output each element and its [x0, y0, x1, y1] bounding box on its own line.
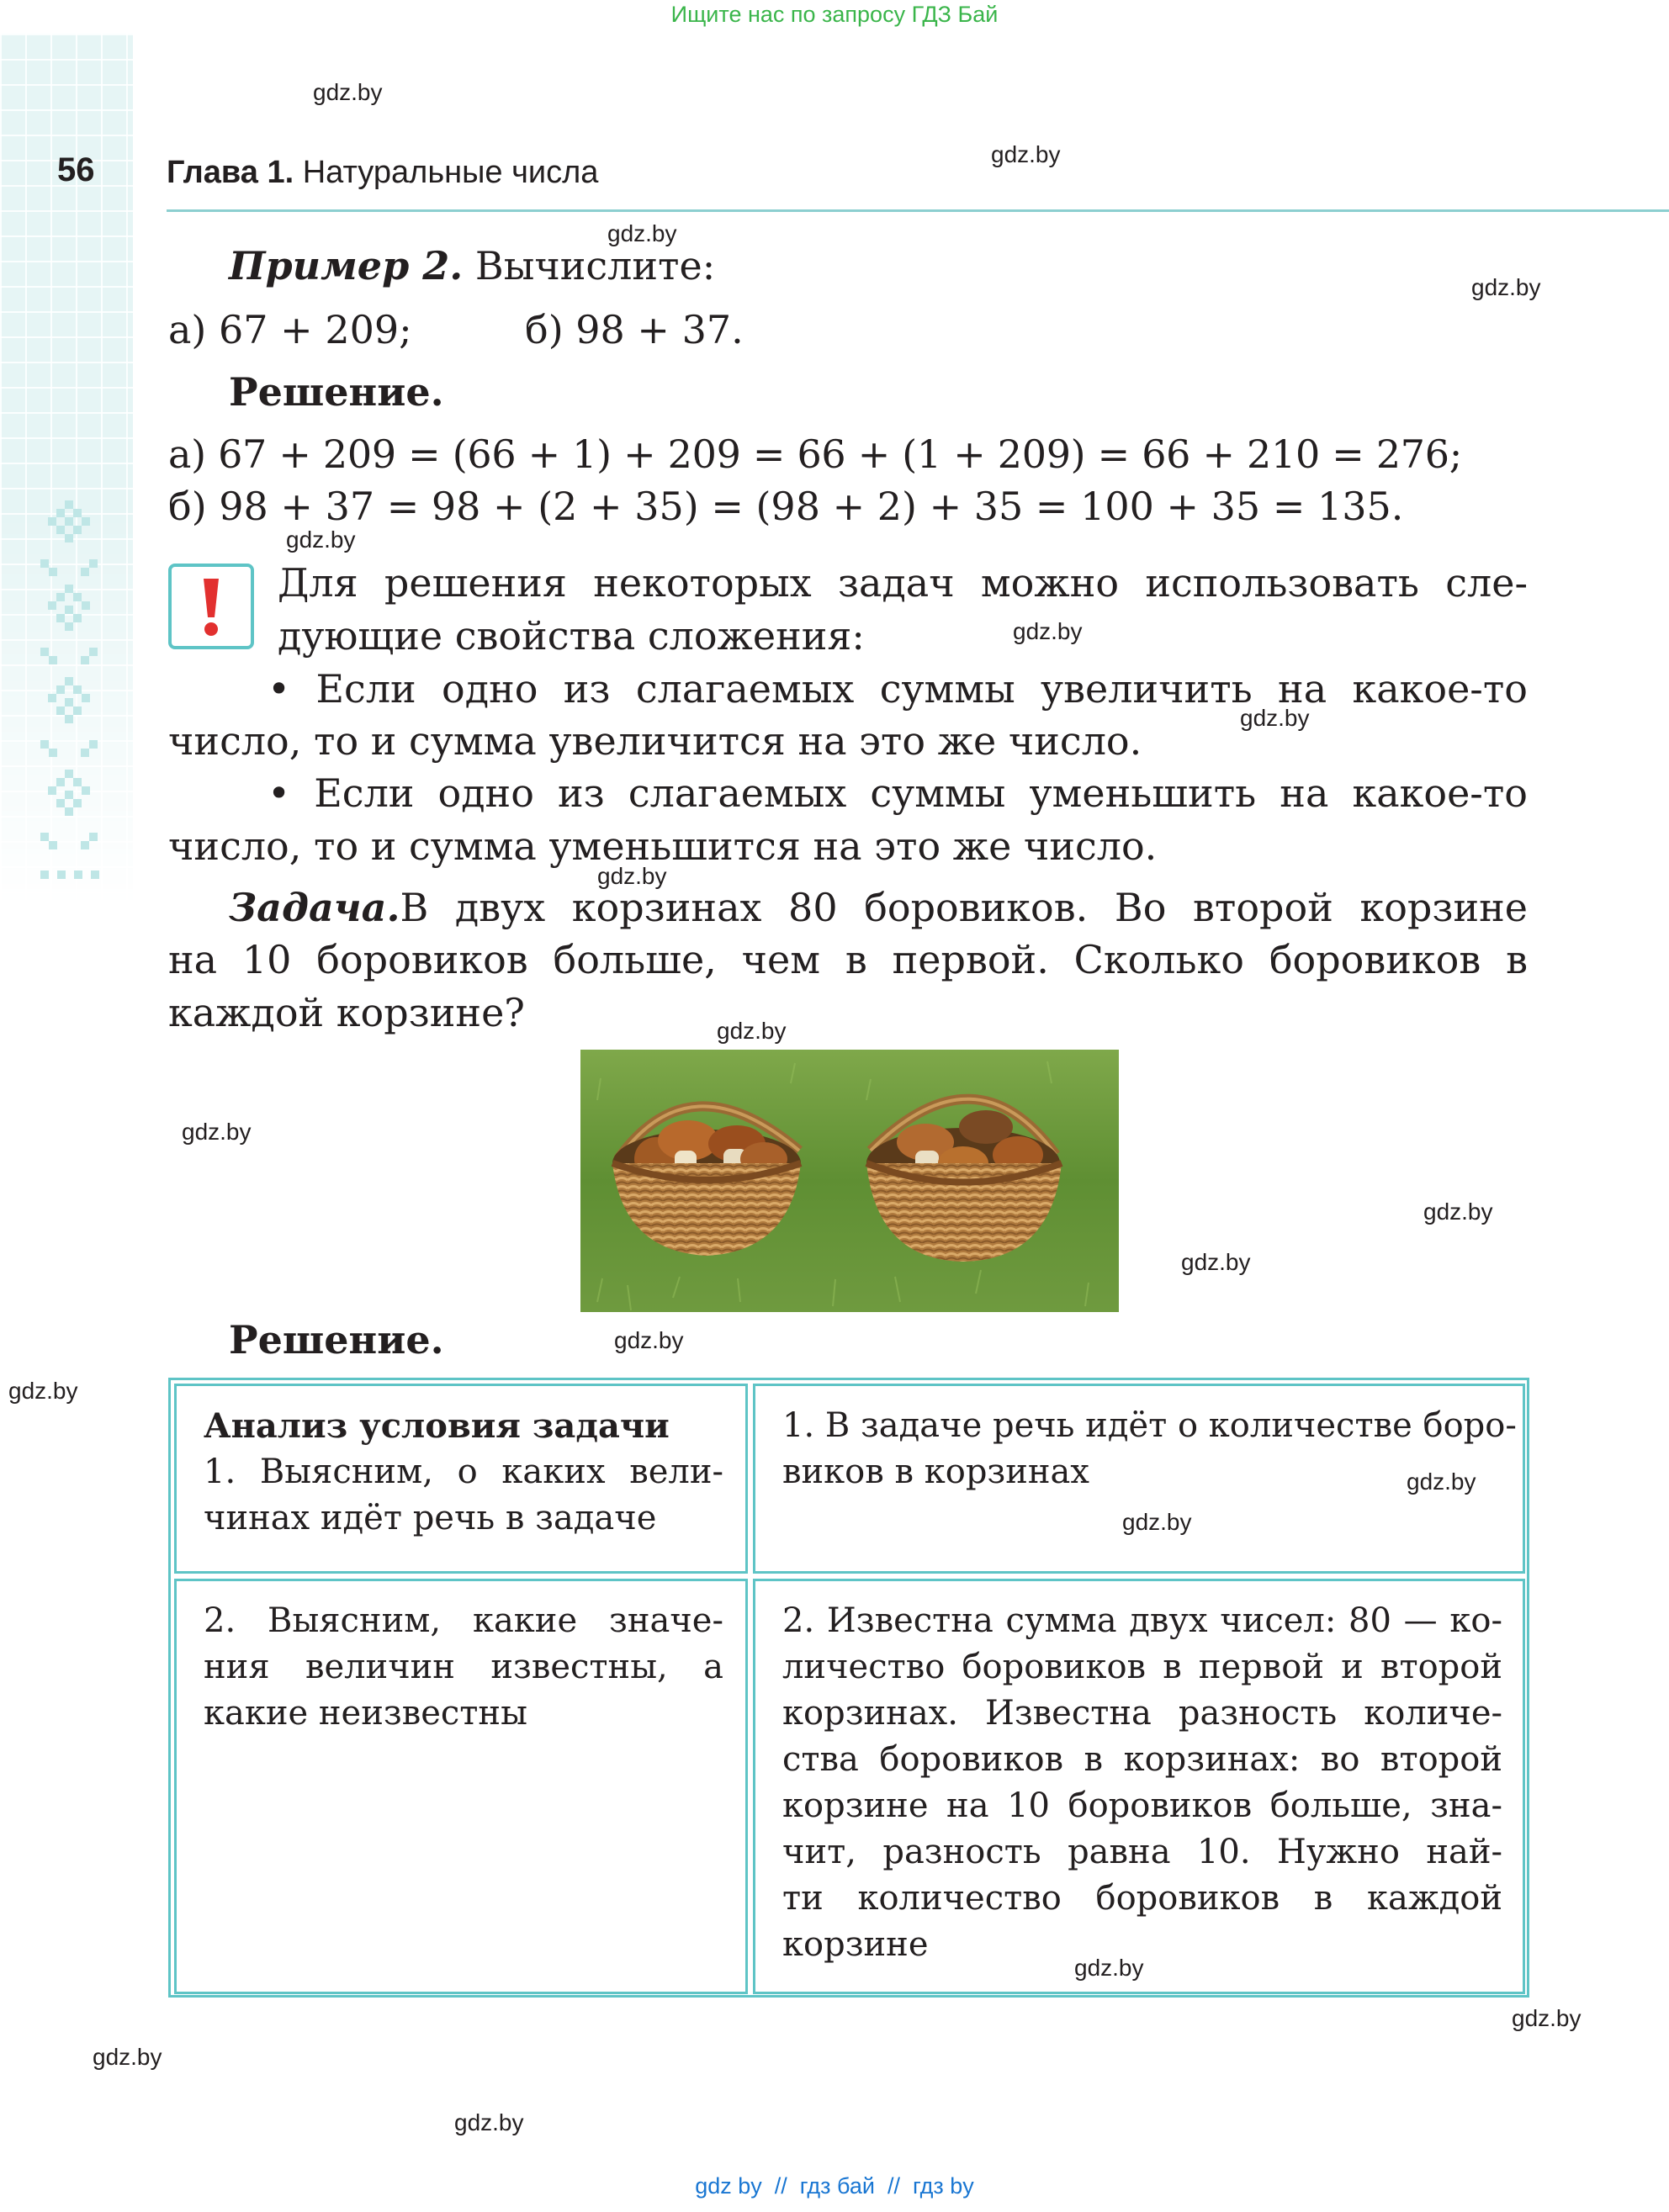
- table-cell: [174, 1579, 748, 1994]
- rule-line-1: Для решения некоторых задач можно использовать сле-: [278, 560, 1528, 606]
- watermark: gdz.by: [93, 2044, 162, 2070]
- example-heading: [229, 243, 716, 288]
- top-search-hint[interactable]: Ищите нас по запросу ГДЗ Бай: [670, 2, 999, 27]
- bullet-1-line-1: • Если одно из слагаемых суммы увеличить на какое-то: [268, 666, 1528, 712]
- table-text: виков в корзинах: [782, 1453, 1089, 1491]
- table-text: личество боровиков в первой и второй: [782, 1648, 1502, 1686]
- watermark: gdz.by: [182, 1119, 252, 1145]
- problem-line-1: [229, 885, 1528, 930]
- bullet-2-line-2: число, то и сумма уменьшится на это же число.: [168, 823, 1158, 869]
- example-item-a: а) 67 + 209;: [168, 307, 412, 352]
- table-text: 1. В задаче речь идёт о количестве боро-: [782, 1406, 1517, 1445]
- watermark: gdz.by: [1122, 1509, 1192, 1535]
- table-text: чит, разность равна 10. Нужно най-: [782, 1833, 1502, 1871]
- example-task: Вычислите:: [463, 243, 716, 288]
- chapter-label: Глава 1.: [167, 155, 294, 190]
- problem-solution-heading: Решение.: [229, 1317, 444, 1363]
- table-heading: Анализ условия задачи: [204, 1406, 670, 1446]
- problem-text-1: В двух корзинах 80 боровиков. Во второй корзине: [400, 885, 1528, 930]
- watermark: gdz.by: [717, 1018, 787, 1044]
- problem-line-2: на 10 боровиков больше, чем в первой. Сколько боровиков в: [168, 937, 1528, 982]
- watermark: gdz.by: [313, 79, 383, 105]
- solution-line-a: а) 67 + 209 = (66 + 1) + 209 = 66 + (1 + 209) = 66 + 210 = 276;: [168, 431, 1462, 477]
- watermark: gdz.by: [286, 527, 356, 553]
- watermark: gdz.by: [1013, 618, 1083, 644]
- table-cell: [174, 1384, 748, 1574]
- table-cell: [753, 1384, 1525, 1574]
- table-text: корзине на 10 боровиков больше, зна-: [782, 1786, 1502, 1825]
- table-text: корзине: [782, 1925, 929, 1964]
- watermark: gdz.by: [1512, 2005, 1582, 2031]
- analysis-table: [168, 1378, 1529, 1998]
- table-text: ства боровиков в корзинах: во второй: [782, 1740, 1502, 1779]
- table-text: корзинах. Известна разность количе-: [782, 1694, 1502, 1733]
- watermark: gdz.by: [607, 220, 677, 246]
- page-number: 56: [57, 151, 95, 188]
- chapter-title: [167, 155, 598, 191]
- table-cell: [753, 1579, 1525, 1994]
- watermark: gdz.by: [1240, 705, 1310, 731]
- exclamation-icon: [172, 567, 251, 646]
- watermark: gdz.by: [614, 1327, 684, 1353]
- solution-line-b: б) 98 + 37 = 98 + (2 + 35) = (98 + 2) + 35 = 100 + 35 = 135.: [168, 484, 1404, 529]
- watermark: gdz.by: [1423, 1199, 1493, 1225]
- watermark: gdz.by: [454, 2109, 524, 2135]
- bullet-1-line-2: число, то и сумма увеличится на это же число.: [168, 718, 1142, 764]
- example-item-b: б) 98 + 37.: [525, 307, 744, 352]
- ornament-pattern: [40, 500, 106, 900]
- watermark: gdz.by: [597, 863, 667, 889]
- problem-line-3: каждой корзине?: [168, 990, 525, 1035]
- table-text: 2. Выясним, какие значе-: [204, 1601, 723, 1640]
- header-divider: [167, 209, 1669, 212]
- table-text: чинах идёт речь в задаче: [204, 1499, 657, 1537]
- warning-icon: [168, 564, 254, 649]
- table-text: 2. Известна сумма двух чисел: 80 — ко-: [782, 1601, 1502, 1640]
- watermark: gdz.by: [1407, 1468, 1476, 1495]
- chapter-name: Натуральные числа: [294, 155, 599, 190]
- footer-links[interactable]: gdz by // гдз бай // гдз by: [695, 2173, 974, 2199]
- example-label: Пример 2.: [229, 243, 464, 288]
- table-text: ти количество боровиков в каждой: [782, 1879, 1502, 1918]
- watermark: gdz.by: [1471, 274, 1541, 300]
- bullet-2-line-1: • Если одно из слагаемых суммы уменьшить на какое-то: [268, 770, 1528, 816]
- watermark: gdz.by: [8, 1378, 78, 1404]
- watermark: gdz.by: [991, 141, 1061, 167]
- table-text: 1. Выясним, о каких вели-: [204, 1453, 723, 1491]
- mushroom-baskets-photo: [580, 1050, 1119, 1312]
- watermark: gdz.by: [1074, 1955, 1144, 1981]
- problem-label: Задача.: [229, 885, 400, 930]
- solution-heading: Решение.: [229, 369, 444, 415]
- table-text: ния величин известны, а: [204, 1648, 723, 1686]
- rule-line-2: дующие свойства сложения:: [278, 613, 865, 659]
- watermark: gdz.by: [1181, 1249, 1251, 1275]
- table-text: какие неизвестны: [204, 1694, 527, 1733]
